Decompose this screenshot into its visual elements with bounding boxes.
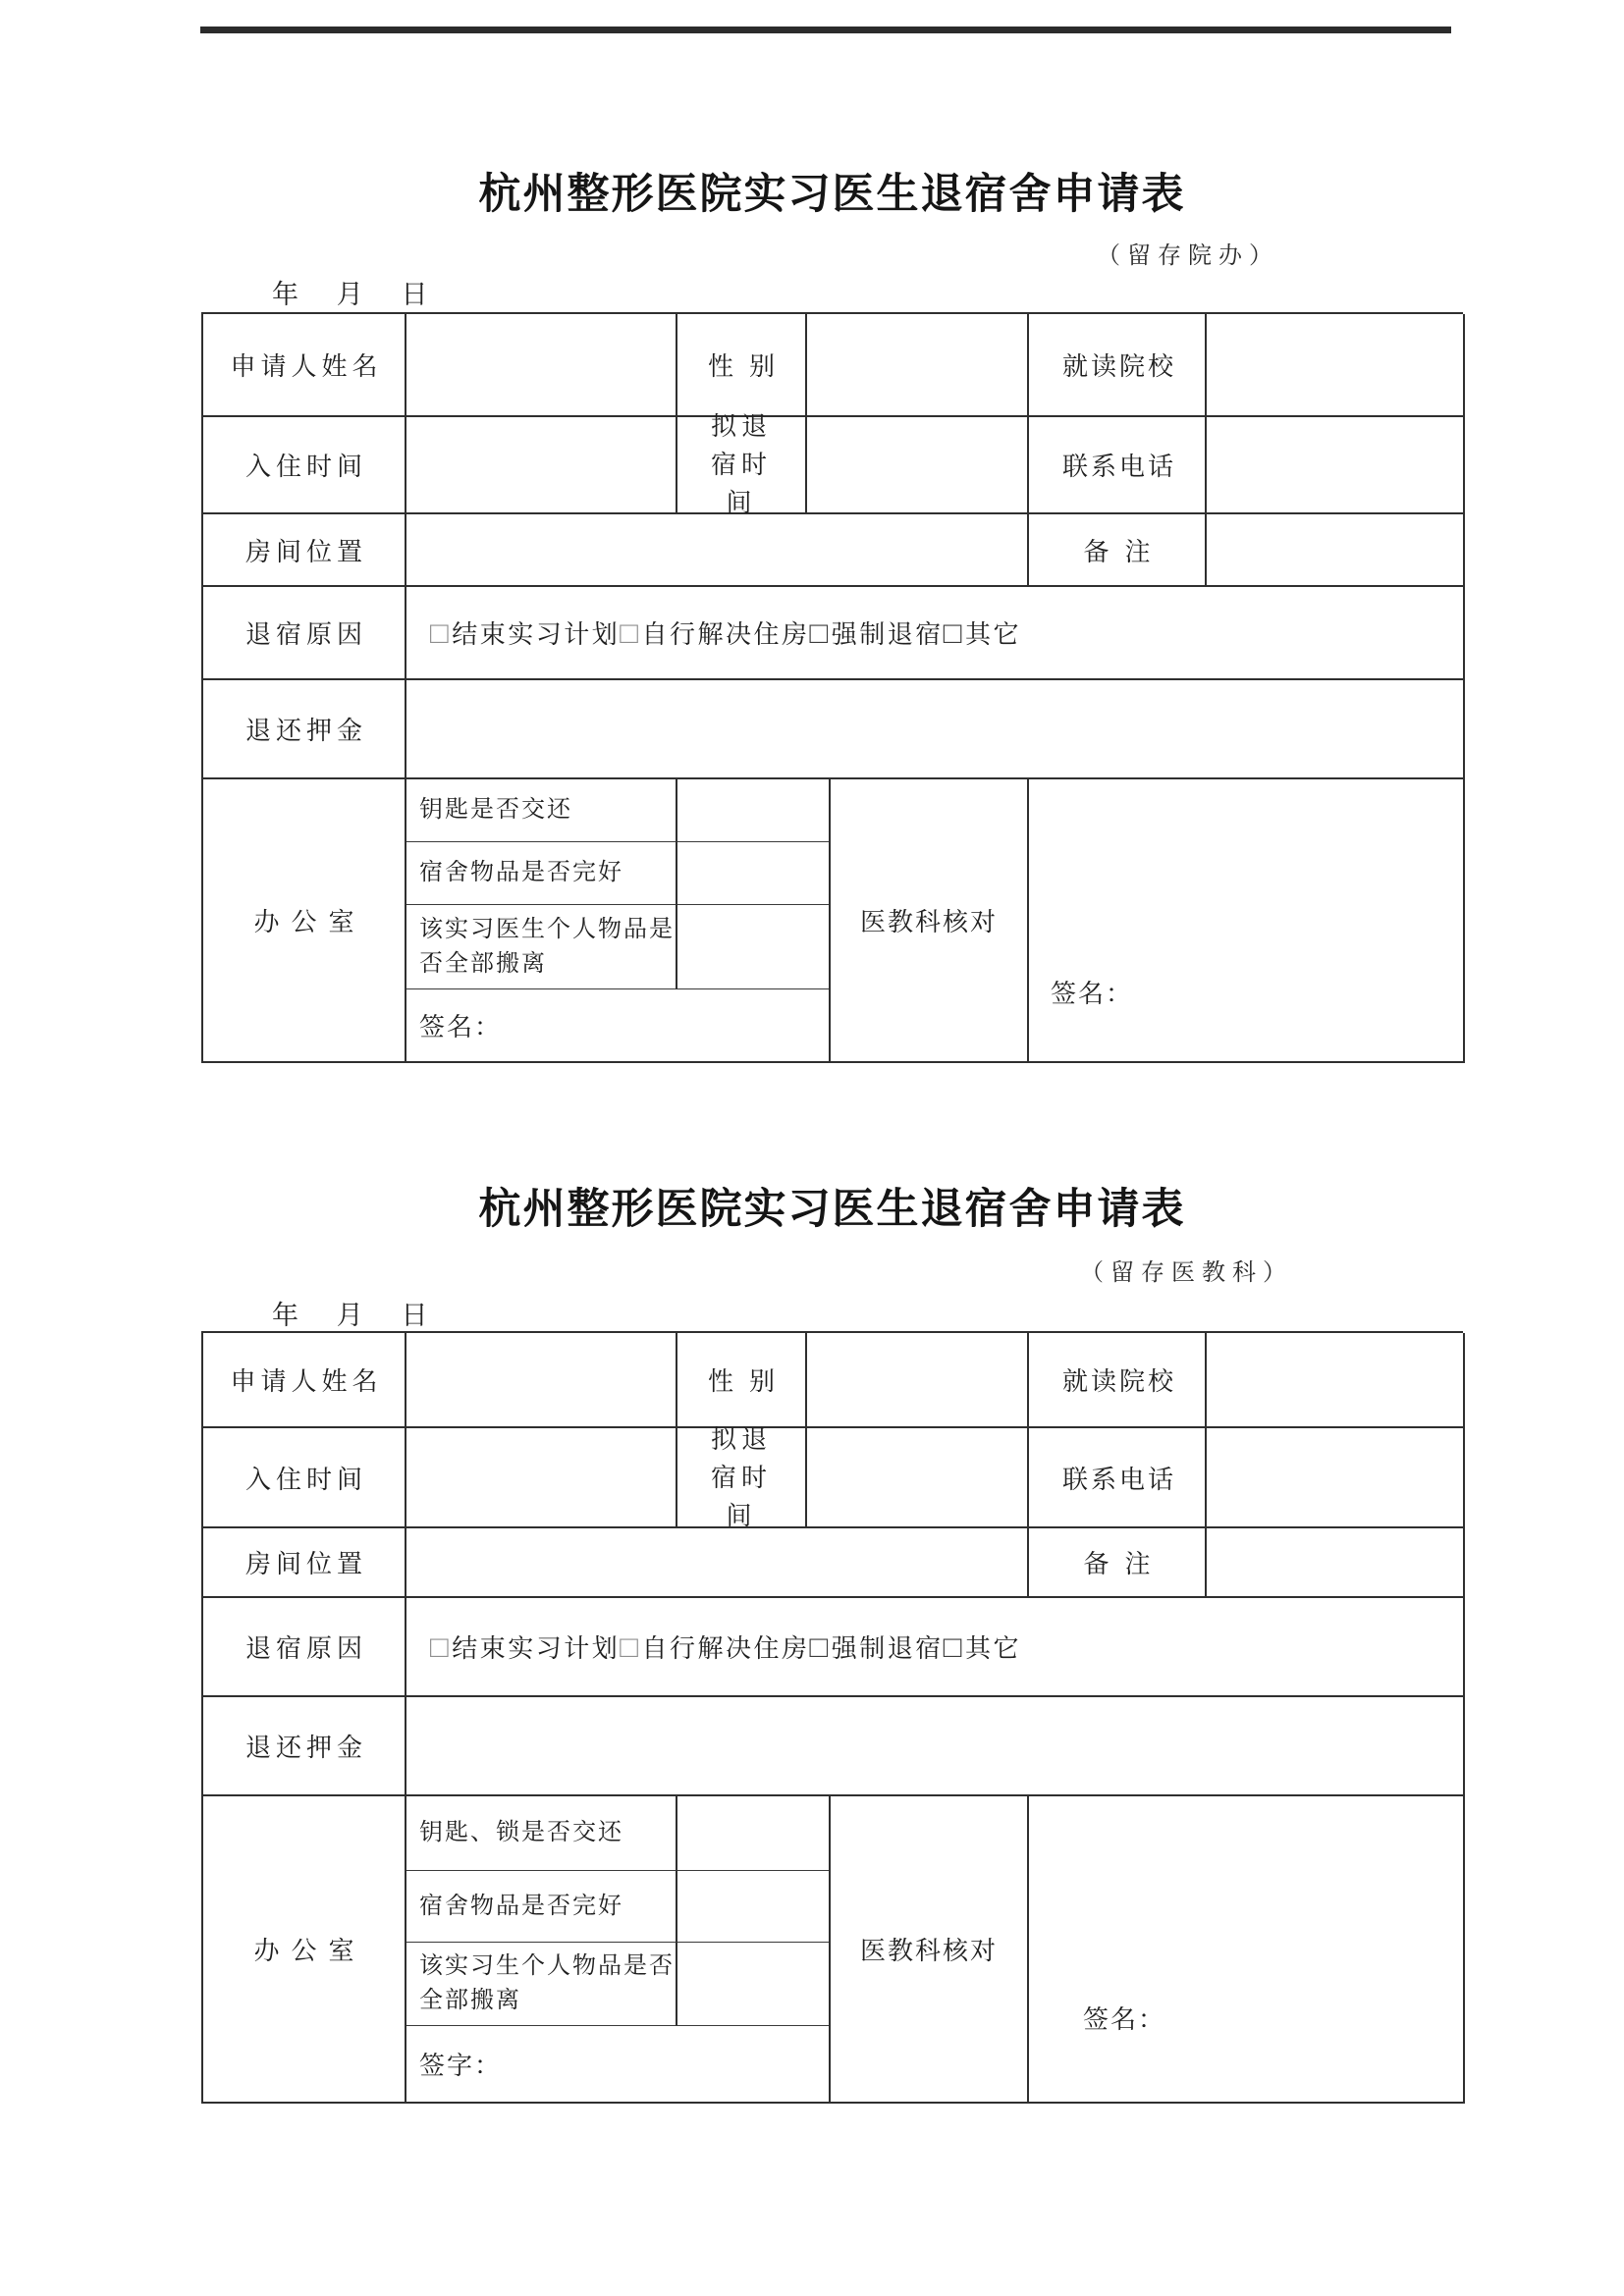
form1-checkin-label: 入住时间	[203, 417, 406, 514]
form2-remark-field[interactable]	[1207, 1528, 1465, 1598]
form2-checkin-field[interactable]	[406, 1428, 677, 1528]
form2-reason-option-4[interactable]: □ 其它	[943, 1629, 1021, 1664]
form2-reason-option-2[interactable]: □ 自行解决住房	[620, 1629, 810, 1664]
form1-verify-label: 医教科核对	[829, 779, 1029, 1061]
checkbox-icon[interactable]: □	[620, 1629, 641, 1664]
form2-school-field[interactable]	[1207, 1333, 1465, 1428]
checkbox-icon[interactable]: □	[943, 1629, 964, 1664]
form1-reason-options	[406, 587, 1465, 680]
form1-reason-option-4[interactable]: □ 其它	[943, 615, 1021, 650]
header-rule	[200, 27, 1451, 33]
form2-applicant-field[interactable]	[406, 1333, 677, 1428]
form2-checkout-label: 拟退宿时间	[677, 1428, 807, 1528]
form1-reason-option-2[interactable]: □ 自行解决住房	[620, 615, 810, 650]
form1-room-field[interactable]	[406, 514, 1029, 587]
form2-office-answer-2[interactable]	[677, 1871, 829, 1943]
form1-school-field[interactable]	[1207, 314, 1465, 417]
form2-phone-label: 联系电话	[1029, 1428, 1207, 1528]
form1-checkin-field[interactable]	[406, 417, 677, 514]
form2-office-question-1: 钥匙、锁是否交还	[406, 1796, 677, 1871]
form1-remark-field[interactable]	[1207, 514, 1465, 587]
form1-office-question-1: 钥匙是否交还	[406, 779, 677, 842]
form1-gender-label: 性别	[677, 314, 807, 417]
form1-deposit-label: 退还押金	[203, 680, 406, 779]
form1-title: 杭州整形医院实习医生退宿舍申请表	[478, 171, 1186, 218]
form1-verify-sign-cell: 签名：	[1051, 979, 1134, 1008]
form2-table	[201, 1331, 1463, 2104]
checkbox-icon[interactable]: □	[620, 615, 641, 650]
form2-reason-option-1[interactable]: □ 结束实习计划	[430, 1629, 621, 1664]
form1-gender-field[interactable]	[807, 314, 1029, 417]
form2-office-section	[406, 1796, 1465, 2104]
form2-phone-field[interactable]	[1207, 1428, 1465, 1528]
form1-office-sign-label: 签名：	[419, 1013, 503, 1041]
form2-school-label: 就读院校	[1029, 1333, 1207, 1428]
form2-reason-options	[406, 1598, 1465, 1697]
form2-deposit-label: 退还押金	[203, 1697, 406, 1796]
form2-office-answer-1[interactable]	[677, 1796, 829, 1871]
form1-date-line: 年 月 日	[272, 280, 444, 309]
checkbox-icon[interactable]: □	[430, 615, 452, 650]
form1-phone-field[interactable]	[1207, 417, 1465, 514]
form2-remark-label: 备注	[1029, 1528, 1207, 1598]
form2-gender-label: 性别	[677, 1333, 807, 1428]
form2-gender-field[interactable]	[807, 1333, 1029, 1428]
form1-checkout-label: 拟退宿时间	[677, 417, 807, 514]
checkbox-icon[interactable]: □	[809, 1629, 831, 1664]
form1-table	[201, 312, 1463, 1063]
form1-checkout-field[interactable]	[807, 417, 1029, 514]
form1-reason-option-1[interactable]: □ 结束实习计划	[430, 615, 621, 650]
form1-office-question-3: 该实习医生个人物品是否全部搬离	[406, 905, 677, 989]
form1-copy-note: （留存院办）	[1097, 243, 1279, 269]
form2-checkin-label: 入住时间	[203, 1428, 406, 1528]
checkbox-icon[interactable]: □	[943, 615, 964, 650]
form2-office-question-2: 宿舍物品是否完好	[406, 1871, 677, 1943]
form2-checkout-field[interactable]	[807, 1428, 1029, 1528]
form2-date-line: 年 月 日	[272, 1301, 444, 1330]
form1-office-answer-2[interactable]	[677, 842, 829, 905]
form1-applicant-label: 申请人姓名	[203, 314, 406, 417]
form1-phone-label: 联系电话	[1029, 417, 1207, 514]
form2-reason-label: 退宿原因	[203, 1598, 406, 1697]
form1-applicant-field[interactable]	[406, 314, 677, 417]
form1-office-answer-3[interactable]	[677, 905, 829, 989]
form2-office-label: 办公室	[203, 1796, 406, 2104]
form1-office-question-2: 宿舍物品是否完好	[406, 842, 677, 905]
form2-copy-note: （留存医教科）	[1080, 1260, 1293, 1286]
form2-applicant-label: 申请人姓名	[203, 1333, 406, 1428]
form2-verify-label: 医教科核对	[829, 1796, 1029, 2102]
form2-office-sign-label: 签字：	[419, 2052, 503, 2080]
form2-office-question-3: 该实习生个人物品是否全部搬离	[406, 1943, 677, 2026]
form2-reason-option-3[interactable]: □ 强制退宿	[809, 1629, 944, 1664]
form1-deposit-field[interactable]	[406, 680, 1465, 779]
form1-office-section	[406, 779, 1465, 1063]
form2-title: 杭州整形医院实习医生退宿舍申请表	[478, 1186, 1186, 1233]
form1-room-label: 房间位置	[203, 514, 406, 587]
form1-office-label: 办公室	[203, 779, 406, 1063]
form1-reason-label: 退宿原因	[203, 587, 406, 680]
form1-reason-option-3[interactable]: □ 强制退宿	[809, 615, 944, 650]
form1-school-label: 就读院校	[1029, 314, 1207, 417]
form1-remark-label: 备注	[1029, 514, 1207, 587]
form1-office-answer-1[interactable]	[677, 779, 829, 842]
checkbox-icon[interactable]: □	[430, 1629, 452, 1664]
form2-room-field[interactable]	[406, 1528, 1029, 1598]
form2-deposit-field[interactable]	[406, 1697, 1465, 1796]
checkbox-icon[interactable]: □	[809, 615, 831, 650]
form2-office-answer-3[interactable]	[677, 1943, 829, 2026]
form2-room-label: 房间位置	[203, 1528, 406, 1598]
form2-verify-sign-cell: 签名：	[1083, 2005, 1166, 2034]
